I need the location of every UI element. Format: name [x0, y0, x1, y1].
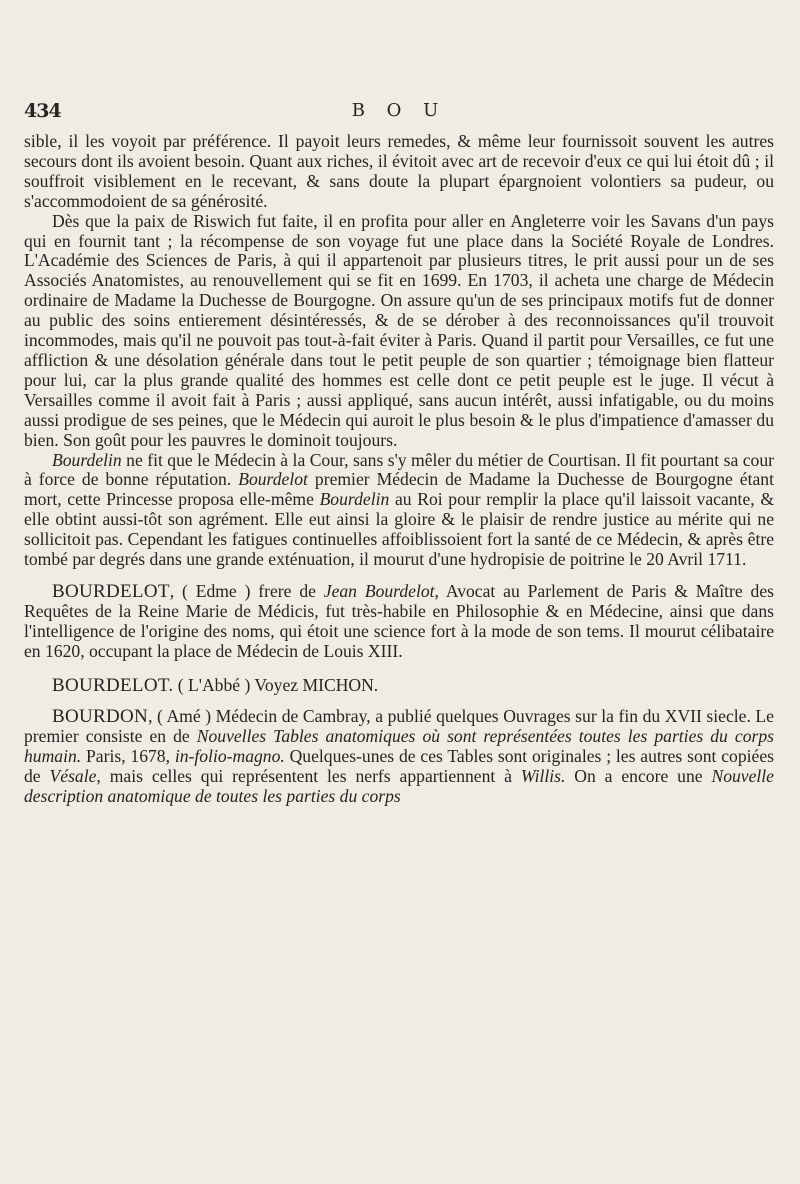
dictionary-entry	[24, 707, 774, 807]
italic-text: Bourdelot	[238, 469, 308, 490]
page-body	[24, 132, 774, 807]
paragraph-continuation	[24, 132, 774, 212]
dictionary-entry	[24, 676, 774, 696]
text-run: sible, il les voyoit par préférence. Il payoit leurs remedes, & même leur fournissoit souvent les autres secours dont ils avoient besoin. Quant aux riches, il évitoit avec art de recevoir d'eux ce qui lui étoit dû ; il souffroit visiblement en le recevant, & sans doute la plupart épargnoient volontiers sa pudeur, ou s'accommodoient de sa générosité.	[24, 131, 774, 211]
paragraph	[24, 451, 774, 570]
text-run: ne fit que le Médecin à la Cour, sans s'y mêler du métier de Courtisan. Il fit pourtant sa cour à force de bonne réputation.	[24, 449, 774, 490]
page-number: 434	[24, 100, 61, 122]
dictionary-entry	[24, 582, 774, 662]
text-run: , ( Edme ) frere de	[169, 580, 324, 601]
running-head: B O U	[351, 100, 447, 121]
italic-text: Nouvelle description anatomique de toutes les parties du corps	[24, 766, 774, 807]
text-run: Paris, 1678,	[81, 746, 175, 767]
text-run: au Roi pour remplir la place qu'il laissoit vacante, & elle obtint aussi-tôt son agrément. Elle eut ainsi la gloire & le plaisir de rendre justice au mérite qui ne sollicitoit pas. Cependant les fatigues continuelles affoiblissoient fort la santé de ce Médecin, & après être tombé par degrés dans une grande exténuation, il mourut d'une hydropisie de poitrine le 20 Avril 1711.	[24, 489, 775, 570]
italic-text: Willis.	[520, 766, 566, 787]
text-run: Quelques-unes de ces Tables sont originales ; les autres sont copiées de	[24, 746, 775, 787]
text-run: , ( Amé ) Médecin de Cambray, a publié quelques Ouvrages sur la fin du XVII siecle. Le premier consiste en de	[24, 706, 774, 747]
text-run: , mais celles qui représentent les nerfs appartiennent à	[96, 766, 521, 787]
text-run: Dès que la paix de Riswich fut faite, il en profita pour aller en Angleterre voir les Savans d'un pays qui en fournit tant ; la récompense de son voyage fut une place dans la Société Royale de Londres. L'Académie des Sciences de Paris, à qui il appartenoit par plusieurs titres, le prit aussi pour un de ses Associés Anatomistes, au renouvellement qui se fit en 1699. En 1703, il acheta une charge de Médecin ordinaire de Madame la Duchesse de Bourgogne. On assure qu'un de ses principaux motifs fut de donner au public des soins entierement désintéressés, & de se dérober à des reconnoissances qu'il trouvoit incommodes, mais qu'il ne pouvoit pas tout-à-fait éviter à Paris. Quand il partit pour Versailles, ce fut une affliction & une désolation générale dans tout le petit peuple de son quartier ; témoignage bien flatteur pour lui, car la plus grande qualité des hommes est celle dont ce petit peuple est le juge. Il vécut à Versailles comme il avoit fait à Paris ; aussi appliqué, sans aucun intérêt, aussi infatigable, ou du moins aussi prodigue de ses peines, que le Médecin qui auroit le plus besoin & le plus d'impatience d'amasser du bien. Son goût pour les pauvres le dominoit toujours.	[24, 210, 774, 450]
page-header	[24, 100, 774, 124]
italic-text: in-folio-magno.	[174, 746, 285, 767]
text-run: , Avocat au Parlement de Paris & Maître des Requêtes de la Reine Marie de Médicis, fut très-habile en Philosophie & en Médecine, ainsi que dans l'intelligence de l'origine des noms, qui étoit une science fort à la mode de son tems. Il mourut célibataire en 1620, occupant la place de Médecin de Louis XIII.	[24, 580, 774, 661]
italic-text: Jean Bourdelot	[323, 580, 435, 601]
italic-text: Bourdelin	[52, 449, 122, 470]
entry-headword: BOURDELOT.	[52, 674, 174, 696]
entry-headword: BOURDELOT	[52, 580, 170, 602]
text-run: premier Médecin de Madame la Duchesse de Bourgogne étant mort, cette Princesse proposa elle-même	[24, 469, 774, 510]
paragraph	[24, 212, 774, 451]
entry-headword: BOURDON	[52, 706, 149, 728]
italic-text: Bourdelin	[319, 489, 390, 510]
italic-text: Nouvelles Tables anatomiques où sont représentées toutes les parties du corps humain.	[24, 726, 774, 767]
italic-text: Vésale	[49, 766, 97, 787]
text-run: ( L'Abbé ) Voyez MICHON.	[173, 674, 379, 695]
text-run: On a encore une	[565, 766, 712, 787]
